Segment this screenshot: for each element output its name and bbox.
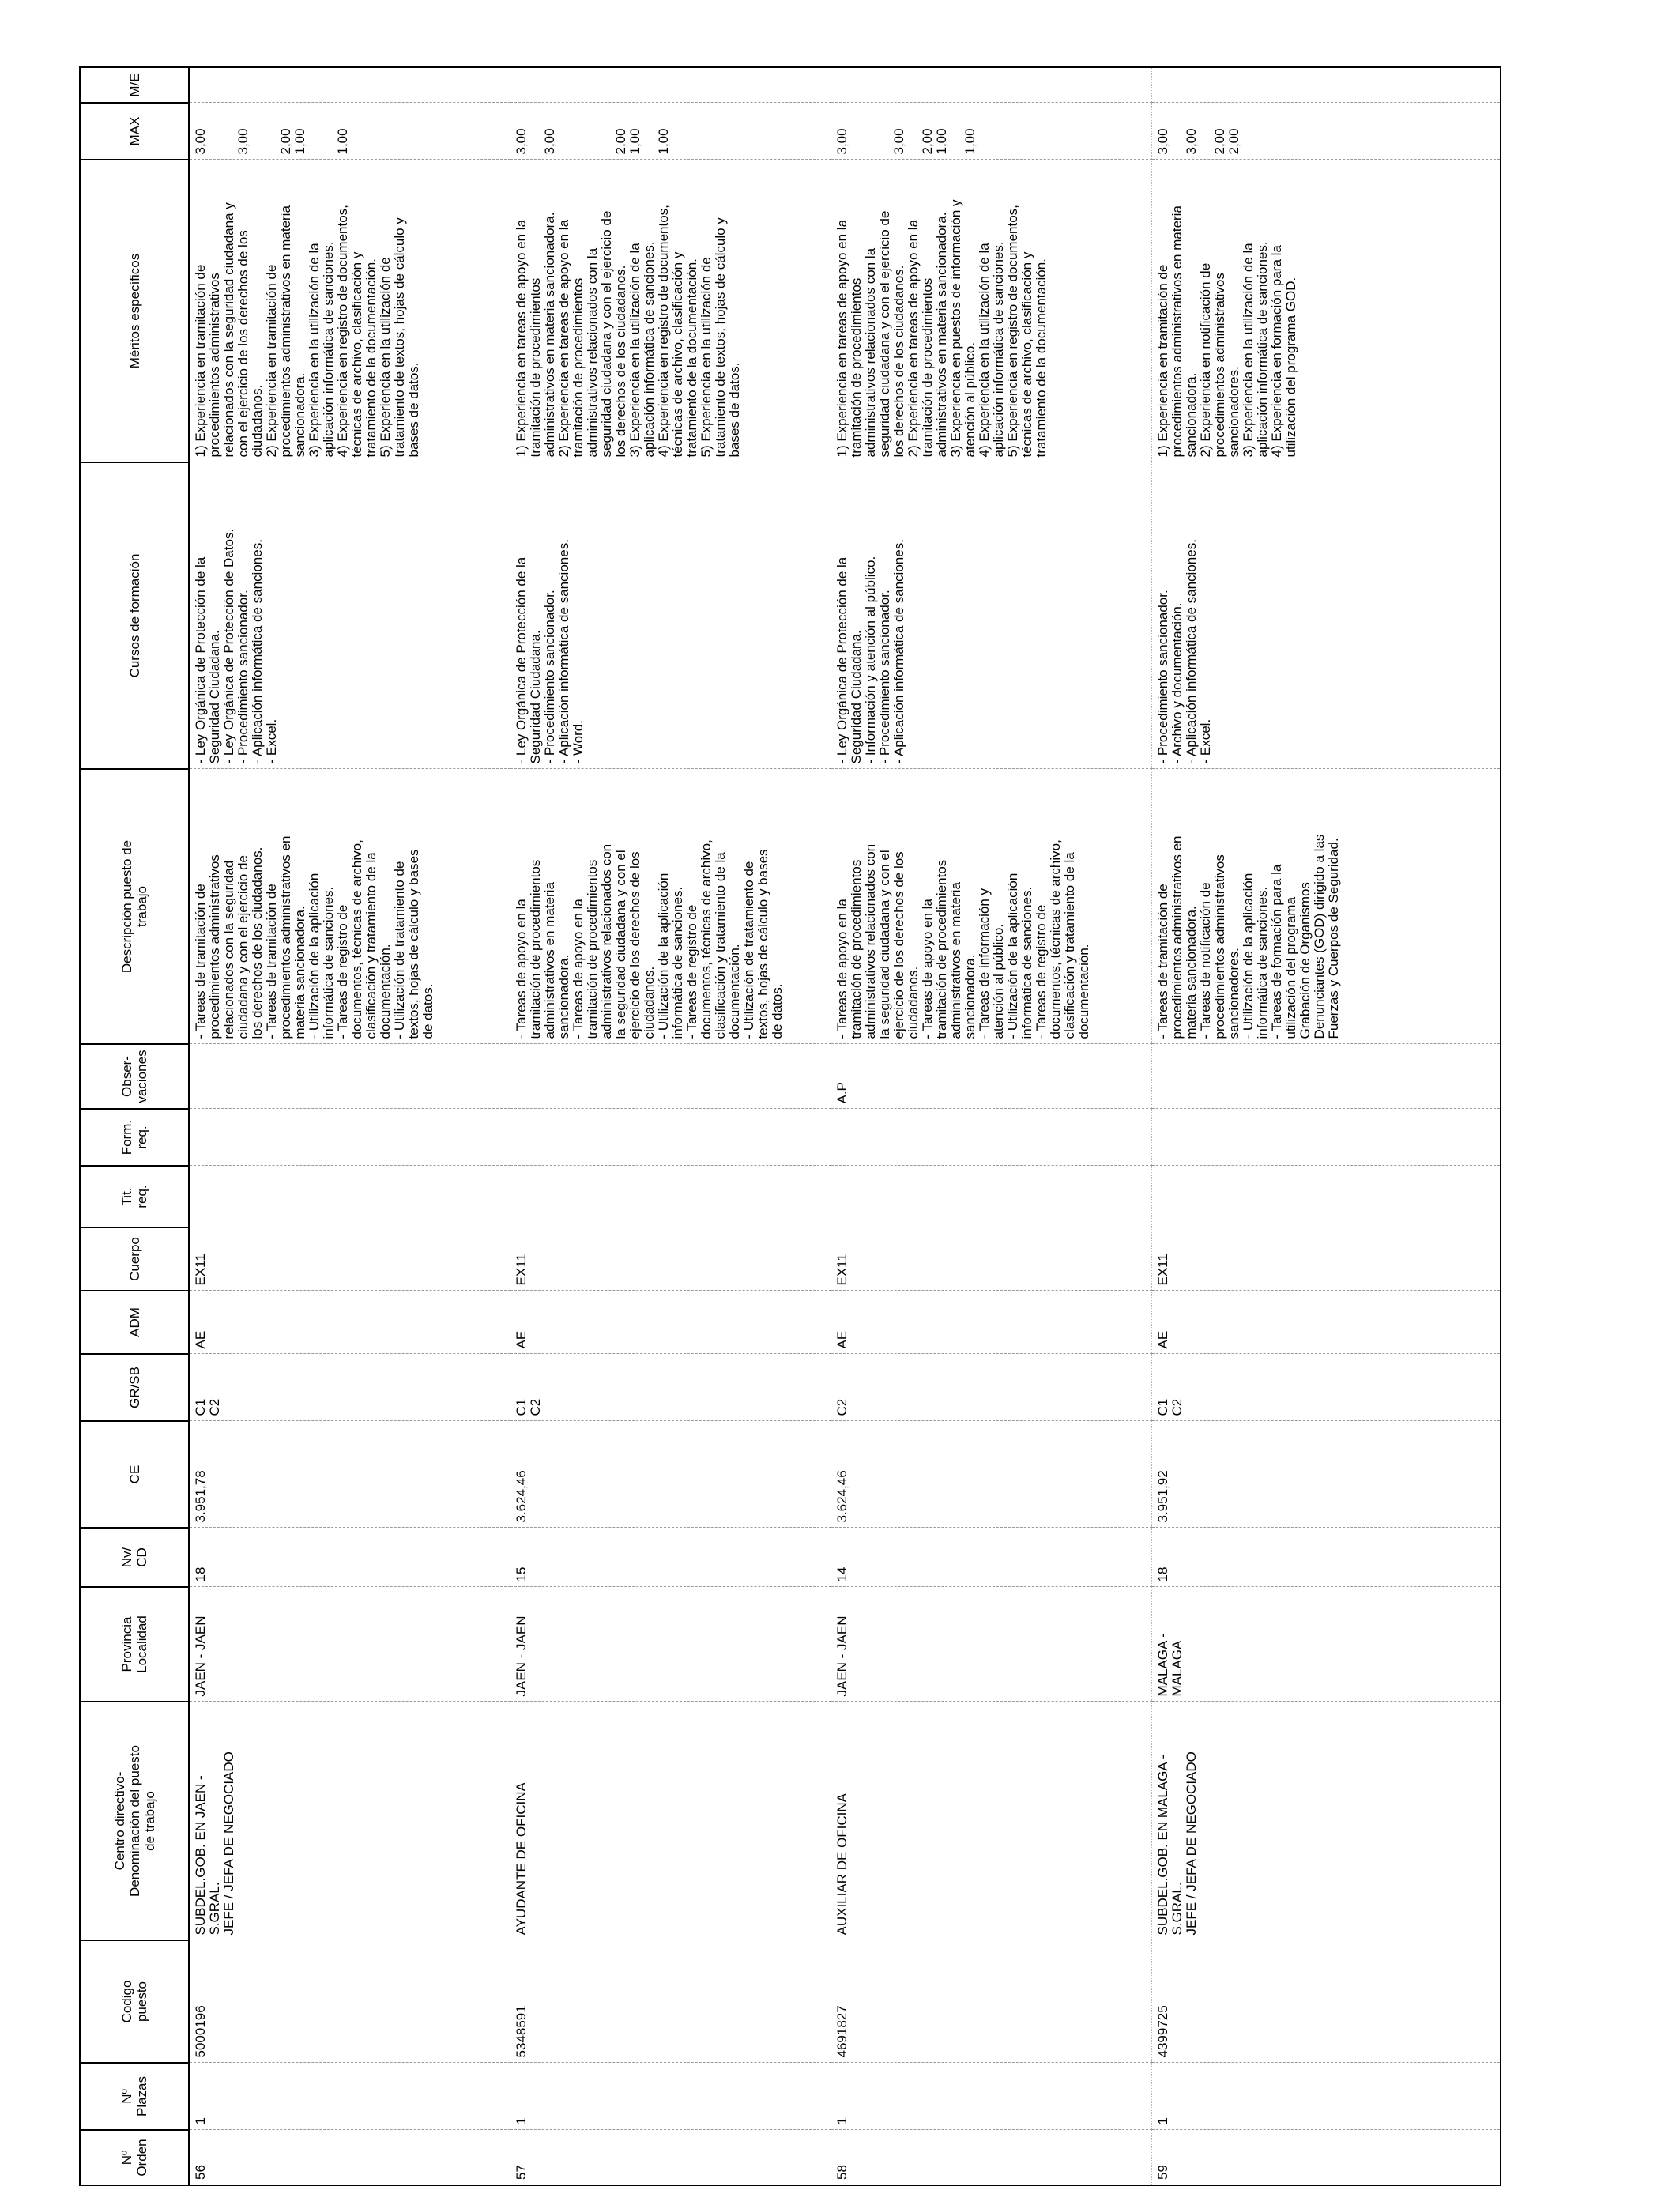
cell-cuerpo: EX11 bbox=[189, 1227, 510, 1291]
cell-meritos: 1) Experiencia en tareas de apoyo en la tramitación de procedimientos administrativos en materia sancionadora. 2) Experiencia en tareas de apoyo en la tramitación de procedimientos administrativos relacionados con la seguridad ciudadana y con el ejercicio de los derechos de los ciudadanos. 3) Experiencia en la utilización de la aplicación informática de sanciones. 4) Experiencia en registro de documentos, técnicas de archivo, clasificación y tratamiento de la documentación. 5) Experiencia en la utilización de tratamiento de textos, hojas de cálculo y bases de datos. bbox=[510, 160, 831, 462]
header-obs: Obser- vaciones bbox=[80, 1044, 189, 1109]
table-row bbox=[189, 67, 510, 2185]
cell-obs: A.P bbox=[831, 1044, 1152, 1109]
cell-orden: 58 bbox=[831, 2130, 1152, 2185]
cell-nivel: 14 bbox=[831, 1528, 1152, 1587]
header-me: M/E bbox=[80, 67, 189, 103]
centro-puesto: AUXILIAR DE OFICINA bbox=[834, 1793, 849, 1936]
cell-grsb: C1 C2 bbox=[1152, 1354, 1501, 1421]
cell-provincia: JAEN - JAEN bbox=[189, 1587, 510, 1702]
cell-nivel: 18 bbox=[189, 1528, 510, 1587]
table-row bbox=[1152, 67, 1501, 2185]
cell-cursos: - Ley Orgánica de Protección de la Seguridad Ciudadana. - Información y atención al público. - Procedimiento sancionador. - Aplicación informática de sanciones. bbox=[831, 462, 1152, 769]
cell-adm: AE bbox=[831, 1291, 1152, 1354]
cell-cursos: - Ley Orgánica de Protección de la Seguridad Ciudadana. - Procedimiento sancionador. - Aplicación informática de sanciones. - Word. bbox=[510, 462, 831, 769]
cell-descripcion: - Tareas de apoyo en la tramitación de procedimientos administrativos en materia sancionadora. - Tareas de apoyo en la tramitación de procedimientos administrativos relacionados con la seguridad ciudadana y con el ejercicio de los derechos de los ciudadanos. - Utilización de la aplicación informática de sanciones. - Tareas de registro de documentos, técnicas de archivo, clasificación y tratamiento de la documentación. - Utilización de tratamiento de textos, hojas de cálculo y bases de datos. bbox=[510, 769, 831, 1044]
cell-codigo: 5348591 bbox=[510, 1940, 831, 2063]
cell-me bbox=[510, 67, 831, 103]
header-meritos: Méritos específicos bbox=[80, 160, 189, 462]
header-adm: ADM bbox=[80, 1291, 189, 1354]
cell-plazas: 1 bbox=[1152, 2063, 1501, 2130]
cell-cursos: - Ley Orgánica de Protección de la Seguridad Ciudadana. - Ley Orgánica de Protección de Datos. - Procedimiento sancionador. - Aplicación informática de sanciones. - Excel. bbox=[189, 462, 510, 769]
cell-descripcion: - Tareas de tramitación de procedimientos administrativos relacionados con la seguridad ciudadana y con el ejercicio de los derechos de los ciudadanos. - Tareas de tramitación de procedimientos administrativos en materia sancionadora. - Utilización de la aplicación informática de sanciones. - Tareas de registro de documentos, técnicas de archivo, clasificación y tratamiento de la documentación. - Utilización de tratamiento de textos, hojas de cálculo y bases de datos. bbox=[189, 769, 510, 1044]
cell-descripcion: - Tareas de apoyo en la tramitación de procedimientos administrativos relacionados con la seguridad ciudadana y con el ejercicio de los derechos de los ciudadanos. - Tareas de apoyo en la tramitación de procedimientos administrativos en materia sancionadora. - Tareas de información y atención al público. - Utilización de la aplicación informática de sanciones. - Tareas de registro de documentos, técnicas de archivo, clasificación y tratamiento de la documentación. bbox=[831, 769, 1152, 1044]
cell-codigo: 5000196 bbox=[189, 1940, 510, 2063]
cell-me bbox=[189, 67, 510, 103]
header-plazas: Nº Plazas bbox=[80, 2063, 189, 2130]
cell-cuerpo: EX11 bbox=[831, 1227, 1152, 1291]
cell-orden: 56 bbox=[189, 2130, 510, 2185]
cell-meritos: 1) Experiencia en tramitación de procedimientos administrativos relacionados con la seguridad ciudadana y con el ejercicio de los derechos de los ciudadanos. 2) Experiencia en tramitación de procedimientos administrativos en materia sancionadora. 3) Experiencia en la utilización de la aplicación informática de sanciones. 4) Experiencia en registro de documentos, técnicas de archivo, clasificación y tratamiento de la documentación. 5) Experiencia en la utilización de tratamiento de textos, hojas de cálculo y bases de datos. bbox=[189, 160, 510, 462]
cell-max: 3,00 3,00 2,00 1,00 1,00 bbox=[189, 103, 510, 160]
cell-meritos: 1) Experiencia en tramitación de procedimientos administrativos en materia sancionadora. 2) Experiencia en notificación de procedimientos administrativos sancionadores. 3) Experiencia en la utilización de la aplicación informática de sanciones. 4) Experiencia en formación para la utilización del programa GOD. bbox=[1152, 160, 1501, 462]
cell-centro bbox=[1152, 1702, 1501, 1940]
cell-ce: 3.951,78 bbox=[189, 1421, 510, 1528]
cell-codigo: 4691827 bbox=[831, 1940, 1152, 2063]
cell-provincia: JAEN - JAEN bbox=[831, 1587, 1152, 1702]
centro-org: SUBDEL.GOB. EN MALAGA - S.GRAL. bbox=[1155, 1754, 1185, 1936]
cell-meritos: 1) Experiencia en tareas de apoyo en la tramitación de procedimientos administrativos relacionados con la seguridad ciudadana y con el ejercicio de los derechos de los ciudadanos. 2) Experiencia en tareas de apoyo en la tramitación de procedimientos administrativos en materia sancionadora. 3) Experiencia en puestos de información y atención al público. 4) Experiencia en la utilización de la aplicación informática de sanciones. 5) Experiencia en registro de documentos, técnicas de archivo, clasificación y tratamiento de la documentación. bbox=[831, 160, 1152, 462]
table-row bbox=[510, 67, 831, 2185]
cell-centro bbox=[510, 1702, 831, 1940]
header-nivel: Nv/ CD bbox=[80, 1528, 189, 1587]
cell-provincia: JAEN - JAEN bbox=[510, 1587, 831, 1702]
header-grsb: GR/SB bbox=[80, 1354, 189, 1421]
cell-cursos: - Procedimiento sancionador. - Archivo y documentación. - Aplicación informática de sanciones. - Excel. bbox=[1152, 462, 1501, 769]
header-max: MAX bbox=[80, 103, 189, 160]
centro-puesto: JEFE / JEFA DE NEGOCIADO bbox=[221, 1751, 236, 1936]
cell-provincia: MALAGA - MALAGA bbox=[1152, 1587, 1501, 1702]
cell-form bbox=[1152, 1109, 1501, 1166]
cell-nivel: 18 bbox=[1152, 1528, 1501, 1587]
header-provincia: Provincia Localidad bbox=[80, 1587, 189, 1702]
cell-cuerpo: EX11 bbox=[1152, 1227, 1501, 1291]
cell-adm: AE bbox=[189, 1291, 510, 1354]
cell-centro bbox=[189, 1702, 510, 1940]
cell-grsb: C1 C2 bbox=[510, 1354, 831, 1421]
cell-form bbox=[510, 1109, 831, 1166]
cell-me bbox=[831, 67, 1152, 103]
header-ce: CE bbox=[80, 1421, 189, 1528]
table-row bbox=[831, 67, 1152, 2185]
cell-plazas: 1 bbox=[189, 2063, 510, 2130]
cell-codigo: 4399725 bbox=[1152, 1940, 1501, 2063]
header-descripcion: Descripción puesto de trabajo bbox=[80, 769, 189, 1044]
cell-nivel: 15 bbox=[510, 1528, 831, 1587]
header-orden: Nº Orden bbox=[80, 2130, 189, 2185]
cell-obs bbox=[510, 1044, 831, 1109]
centro-puesto: JEFE / JEFA DE NEGOCIADO bbox=[1184, 1751, 1199, 1936]
cell-plazas: 1 bbox=[510, 2063, 831, 2130]
centro-puesto: AYUDANTE DE OFICINA bbox=[514, 1782, 529, 1936]
cell-tit bbox=[831, 1166, 1152, 1227]
cell-obs bbox=[189, 1044, 510, 1109]
cell-max: 3,00 3,00 2,00 1,00 1,00 bbox=[510, 103, 831, 160]
cell-ce: 3.951,92 bbox=[1152, 1421, 1501, 1528]
cell-tit bbox=[189, 1166, 510, 1227]
cell-cuerpo: EX11 bbox=[510, 1227, 831, 1291]
header-tit: Tit. req. bbox=[80, 1166, 189, 1227]
cell-me bbox=[1152, 67, 1501, 103]
header-form: Form. req. bbox=[80, 1109, 189, 1166]
cell-max: 3,00 3,00 2,00 1,00 1,00 bbox=[831, 103, 1152, 160]
cell-grsb: C1 C2 bbox=[189, 1354, 510, 1421]
cell-plazas: 1 bbox=[831, 2063, 1152, 2130]
cell-adm: AE bbox=[510, 1291, 831, 1354]
cell-ce: 3.624,46 bbox=[510, 1421, 831, 1528]
cell-orden: 59 bbox=[1152, 2130, 1501, 2185]
header-row bbox=[80, 67, 189, 2185]
cell-ce: 3.624,46 bbox=[831, 1421, 1152, 1528]
header-cursos: Cursos de formación bbox=[80, 462, 189, 769]
cell-form bbox=[189, 1109, 510, 1166]
cell-adm: AE bbox=[1152, 1291, 1501, 1354]
cell-obs bbox=[1152, 1044, 1501, 1109]
cell-descripcion: - Tareas de tramitación de procedimientos administrativos en materia sancionadora. - Tareas de notificación de procedimientos administrativos sancionadores. - Utilización de la aplicación informática de sanciones. - Tareas de formación para la utilización del programa Grabación de Organismos Denunciantes (GOD) dirigido a las Fuerzas y Cuerpos de Seguridad. bbox=[1152, 769, 1501, 1044]
header-cuerpo: Cuerpo bbox=[80, 1227, 189, 1291]
header-codigo: Codigo puesto bbox=[80, 1940, 189, 2063]
cell-grsb: C2 bbox=[831, 1354, 1152, 1421]
cell-orden: 57 bbox=[510, 2130, 831, 2185]
cell-centro bbox=[831, 1702, 1152, 1940]
cell-max: 3,00 3,00 2,00 2,00 bbox=[1152, 103, 1501, 160]
centro-org: SUBDEL.GOB. EN JAEN - S.GRAL. bbox=[193, 1775, 222, 1936]
cell-tit bbox=[1152, 1166, 1501, 1227]
job-positions-table bbox=[79, 66, 1501, 2186]
cell-form bbox=[831, 1109, 1152, 1166]
header-centro: Centro directivo- Denominación del puesto de trabajo bbox=[80, 1702, 189, 1940]
cell-tit bbox=[510, 1166, 831, 1227]
